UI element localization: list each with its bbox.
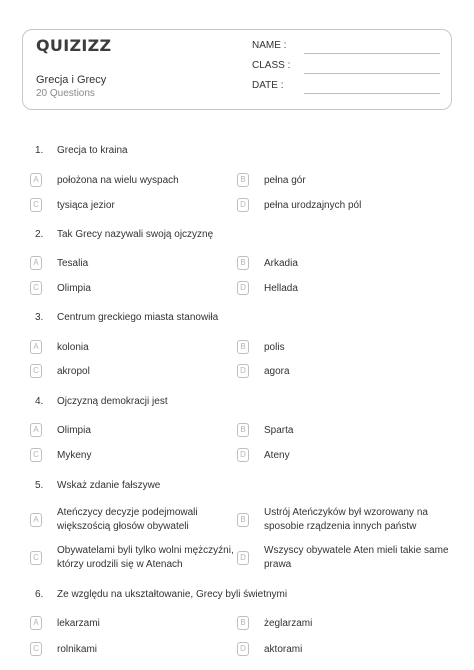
option-text: Ustrój Ateńczyków był wzorowany na sposobie rządzenia innych państw	[264, 507, 428, 532]
option-text: lekarzami	[57, 618, 100, 629]
option-letter-badge: A	[30, 340, 42, 354]
option-letter-badge: C	[30, 364, 42, 378]
question-text: Tak Grecy nazywali swoją ojczyznę	[57, 229, 214, 240]
worksheet-title: Grecja i Grecy	[36, 74, 107, 86]
option-text: pełna gór	[264, 175, 306, 186]
option-text: Mykeny	[57, 450, 92, 461]
option-text: Tesalia	[57, 258, 89, 269]
option-text: Ateńczycy decyzje podejmowali większością głosów obywateli	[57, 507, 198, 532]
option-text: Olimpia	[57, 283, 91, 294]
date-line	[304, 93, 440, 94]
option-letter-badge: B	[237, 173, 249, 187]
question-text: Grecja to kraina	[57, 145, 128, 156]
option-text: Ateny	[264, 450, 290, 461]
option-text: Arkadia	[264, 258, 298, 269]
option-text: rolnikami	[57, 644, 98, 655]
option-letter-badge: B	[237, 616, 249, 630]
option-text: położona na wielu wyspach	[57, 175, 179, 186]
option-text: Hellada	[264, 283, 298, 294]
question-number: 6.	[35, 589, 44, 600]
question-number: 1.	[35, 145, 44, 156]
question-text: Wskaż zdanie fałszywe	[57, 480, 161, 491]
question-number: 3.	[35, 312, 44, 323]
name-label: NAME :	[252, 40, 287, 51]
question-count: 20 Questions	[36, 88, 95, 99]
option-text: Olimpia	[57, 425, 91, 436]
option-text: pełna urodzajnych pól	[264, 200, 362, 211]
option-letter-badge: D	[237, 642, 249, 656]
option-text: polis	[264, 342, 285, 353]
option-letter-badge: D	[237, 364, 249, 378]
option-letter-badge: C	[30, 551, 42, 565]
question-number: 5.	[35, 480, 44, 491]
option-letter-badge: A	[30, 173, 42, 187]
option-text: akropol	[57, 366, 90, 377]
option-text: tysiąca jezior	[57, 200, 115, 211]
name-line	[304, 53, 440, 54]
option-letter-badge: A	[30, 423, 42, 437]
option-letter-badge: A	[30, 256, 42, 270]
option-letter-badge: B	[237, 256, 249, 270]
option-letter-badge: C	[30, 642, 42, 656]
option-letter-badge: B	[237, 513, 249, 527]
option-letter-badge: A	[30, 513, 42, 527]
option-text: Wszyscy obywatele Aten mieli takie same prawa	[264, 545, 449, 570]
option-letter-badge: D	[237, 198, 249, 212]
question-number: 2.	[35, 229, 44, 240]
option-letter-badge: D	[237, 448, 249, 462]
question-number: 4.	[35, 396, 44, 407]
option-text: kolonia	[57, 342, 89, 353]
option-letter-badge: B	[237, 423, 249, 437]
name-field	[252, 40, 440, 54]
question-text: Centrum greckiego miasta stanowiła	[57, 312, 219, 323]
class-line	[304, 73, 440, 74]
question-text: Ojczyzną demokracji jest	[57, 396, 168, 407]
class-label: CLASS :	[252, 60, 291, 71]
date-field	[252, 80, 440, 94]
option-text: żeglarzami	[264, 618, 313, 629]
worksheet-header	[22, 29, 452, 110]
question-text: Ze względu na ukształtowanie, Grecy byli świetnymi	[57, 589, 288, 600]
option-letter-badge: D	[237, 281, 249, 295]
option-text: Obywatelami byli tylko wolni mężczyźni, którzy urodzili się w Atenach	[57, 545, 234, 570]
class-field	[252, 60, 440, 74]
option-letter-badge: B	[237, 340, 249, 354]
option-letter-badge: C	[30, 198, 42, 212]
option-letter-badge: D	[237, 551, 249, 565]
option-letter-badge: C	[30, 448, 42, 462]
option-text: aktorami	[264, 644, 303, 655]
option-letter-badge: C	[30, 281, 42, 295]
date-label: DATE :	[252, 80, 284, 91]
quizizz-logo: QUIZIZZ	[36, 36, 112, 55]
option-letter-badge: A	[30, 616, 42, 630]
option-text: agora	[264, 366, 290, 377]
option-text: Sparta	[264, 425, 294, 436]
